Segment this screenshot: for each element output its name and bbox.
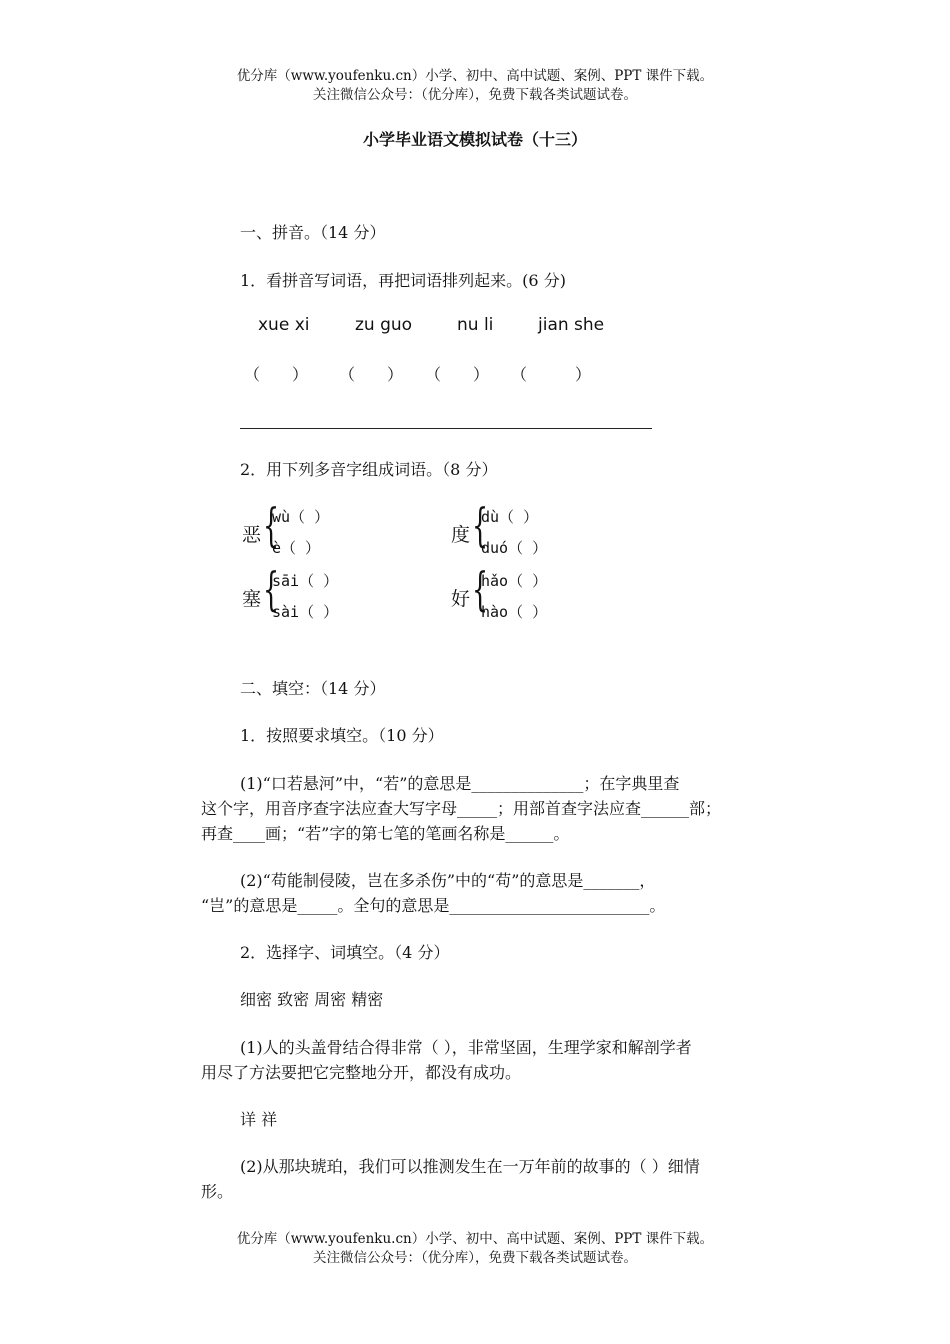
q2-s2-line2: 形。: [201, 1182, 234, 1201]
section1-heading: 一、拼音。（14 分）: [240, 223, 386, 242]
reading-sai4[interactable]: sài（ ）: [272, 603, 339, 621]
header-line-1: 优分库（www.youfenku.cn）小学、初中、高中试题、案例、PPT 课件下载。: [236, 68, 714, 84]
pinyin-4: jian she: [538, 315, 605, 335]
section1-q2-text: 2．用下列多音字组成词语。（8 分）: [240, 460, 498, 479]
q1-p2-line2: “岂”的意思是_____。全句的意思是_________________________。: [201, 896, 666, 915]
brace-icon: {: [472, 562, 489, 616]
polyphone-char-e: 恶: [242, 524, 262, 546]
polyphone-char-hao: 好: [451, 588, 471, 610]
answer-blank-2[interactable]: （ ）: [339, 365, 404, 384]
section2-q1-text: 1．按照要求填空。（10 分）: [240, 726, 444, 745]
q1-p2-line1: (2)“苟能制侵陵，岂在多杀伤”中的“苟”的意思是_______，: [240, 871, 656, 890]
reading-e[interactable]: è（ ）: [272, 539, 321, 557]
reading-duo[interactable]: duó（ ）: [481, 539, 548, 557]
header-line-2: 关注微信公众号：（优分库），免费下载各类试题试卷。: [313, 87, 637, 103]
answer-blank-1[interactable]: （ ）: [244, 365, 309, 384]
section2-q2-text: 2．选择字、词填空。（4 分）: [240, 943, 450, 962]
reading-hao3[interactable]: hǎo（ ）: [481, 572, 548, 590]
q2-s2-line1: (2)从那块琥珀，我们可以推测发生在一万年前的故事的（ ）细情: [240, 1157, 700, 1176]
q2-s1-line2: 用尽了方法要把它完整地分开，都没有成功。: [201, 1063, 522, 1082]
footer-line-1: 优分库（www.youfenku.cn）小学、初中、高中试题、案例、PPT 课件下载。: [236, 1231, 714, 1247]
q1-p1-line2: 这个字，用音序查字法应查大写字母_____；用部首查字法应查______部；: [201, 799, 722, 818]
section1-q1-text: 1．看拼音写词语，再把词语排列起来。(6 分): [240, 271, 566, 290]
polyphone-char-sai: 塞: [242, 588, 262, 610]
page-title: 小学毕业语文模拟试卷（十三）: [362, 130, 587, 149]
q1-p1-line3: 再查____画；“若”字的第七笔的笔画名称是______。: [201, 824, 570, 843]
brace-icon: {: [472, 498, 489, 552]
q2-s1-line1: (1)人的头盖骨结合得非常（ ），非常坚固，生理学家和解剖学者: [240, 1038, 692, 1057]
pinyin-3: nu li: [457, 315, 494, 335]
reading-wu[interactable]: wù（ ）: [272, 508, 330, 526]
reading-du[interactable]: dù（ ）: [481, 508, 539, 526]
reading-hao4[interactable]: hào（ ）: [481, 603, 548, 621]
answer-blank-4[interactable]: （ ）: [511, 365, 592, 384]
answer-blank-3[interactable]: （ ）: [425, 365, 490, 384]
word-options-1: 细密 致密 周密 精密: [240, 990, 384, 1009]
brace-icon: {: [263, 498, 280, 552]
brace-icon: {: [263, 562, 280, 616]
footer-line-2: 关注微信公众号：（优分库），免费下载各类试题试卷。: [313, 1250, 637, 1266]
reading-sai1[interactable]: sāi（ ）: [272, 572, 339, 590]
word-options-2: 详 祥: [240, 1110, 278, 1129]
pinyin-2: zu guo: [355, 315, 413, 335]
pinyin-1: xue xi: [258, 315, 310, 335]
section2-heading: 二、填空：（14 分）: [240, 679, 386, 698]
ordering-answer-line[interactable]: [240, 428, 652, 429]
polyphone-char-du: 度: [451, 524, 471, 546]
q1-p1-line1: (1)“口若悬河”中，“若”的意思是______________；在字典里查: [240, 774, 680, 793]
